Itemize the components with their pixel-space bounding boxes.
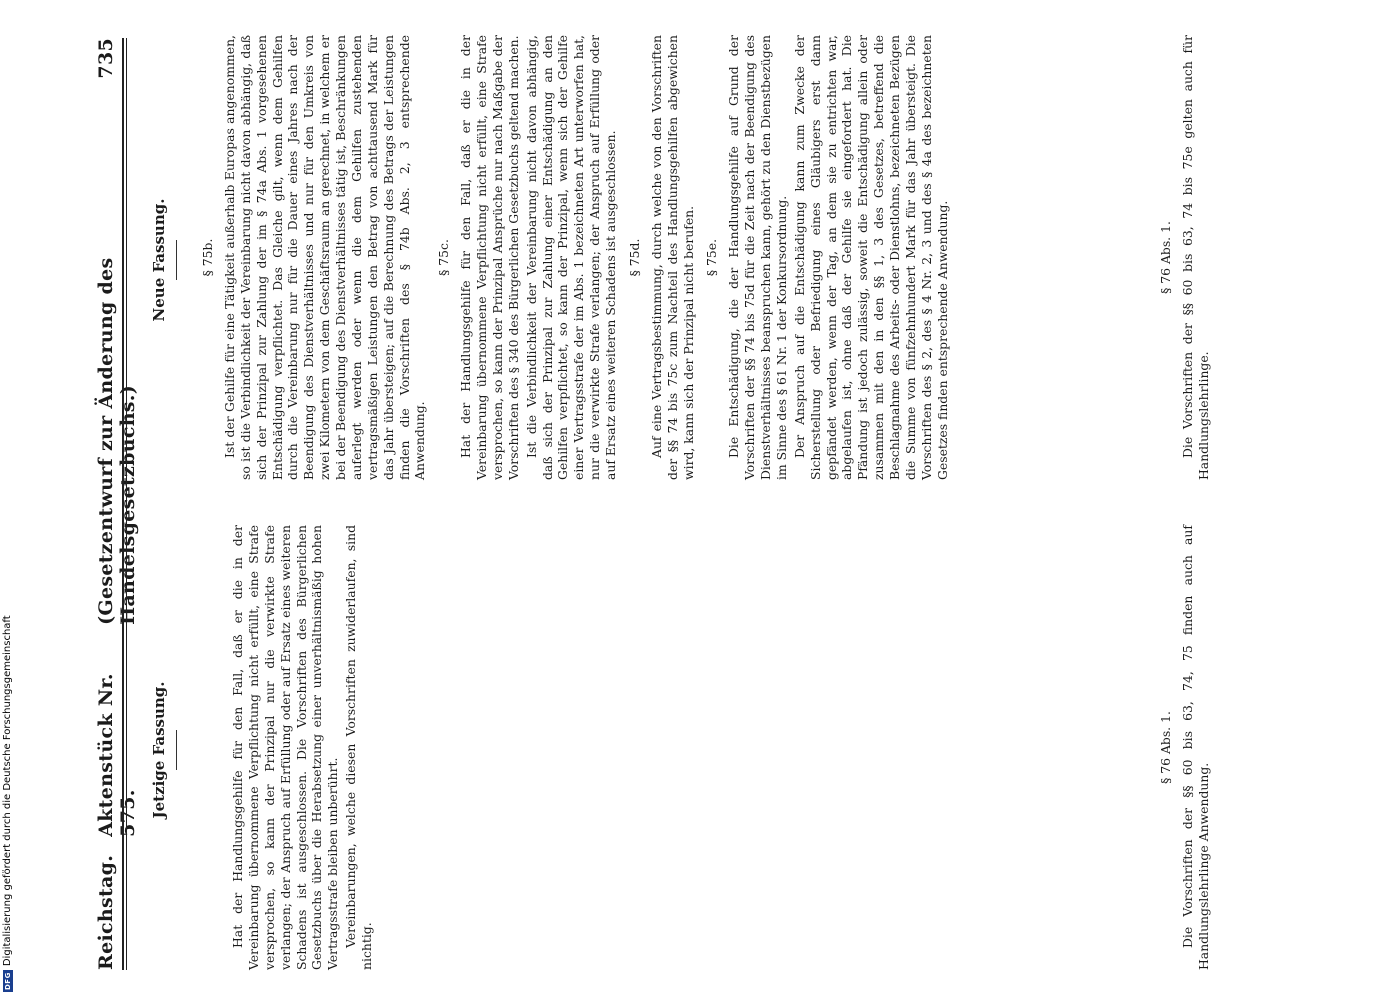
right-column-heading: Neue Fassung. — [150, 198, 168, 322]
right-paragraph: Der Anspruch auf die Entschädigung kann zum Zwecke der Sicherstellung oder Befriedigung eines Gläubigers erst dann gepfändet werden, wenn der Tag, an dem sie zu entrichten war, abgelaufen ist, ohne daß der Gehilfe sie eingefordert hat. Die Pfändung ist jedoch zulässig, soweit die Entschädigung allein oder zusammen mit den in den §§ 1, 3 des Gesetzes, betreffend die Beschlagnahme des Arbeits- oder Dienstlohns, bezeichneten Bezügen die Summe von fünfzehnhundert Mark für das Jahr übersteigt. Die Vorschriften des § 2, des § 4 Nr. 2, 3 und des § 4a des bezeichneten Gesetzes finden entsprechende Anwendung. — [791, 35, 950, 480]
page-header — [95, 38, 139, 970]
left-paragraph: Hat der Handlungsgehilfe für den Fall, daß er die in der Vereinbarung übernommene Verpflichtung nicht erfüllt, eine Strafe versprochen, so kann der Prinzipal nur die verwirkte Strafe verlangen; der Anspruch auf Erfüllung oder auf Ersatz eines weiteren Schadens ist ausgeschlossen. Die Vorschriften des Bürgerlichen Gesetzbuchs über die Herabsetzung einer unverhältnismäßig hohen Vertragsstrafe bleiben unberührt. — [230, 525, 341, 970]
section-title: § 75c. — [436, 239, 452, 276]
right-paragraph: Auf eine Vertragsbestimmung, durch welche von den Vorschriften der §§ 74 bis 75c zum Nachteil des Handlungsgehilfen abgewichen wird, kann sich der Prinzipal nicht berufen. — [648, 35, 696, 480]
section-title: § 76 Abs. 1. — [1158, 711, 1173, 784]
digitization-note — [0, 0, 20, 1000]
section-title: § 76 Abs. 1. — [1158, 221, 1173, 294]
right-paragraph: Ist der Gehilfe für eine Tätigkeit außerhalb Europas angenommen, so ist die Verbindlichkeit der Vereinbarung nicht davon abhängig, daß sich der Prinzipal zur Zahlung der im § 74a Abs. 1 vorgesehenen Entschädigung verpflichtet. Das Gleiche gilt, wenn dem Gehilfen durch die Vereinbarung nur für die Dauer eines Jahres nach der Beendigung des Dienstverhältnisses und nur für den Umkreis von zwei Kilometern von dem Geschäftsraum an gerechnet, in welchem er bei der Beendigung des Dienstverhältnisses tätig ist, Beschränkungen auferlegt werden oder wenn die dem Gehilfen zustehenden vertragsmäßigen Leistungen den Betrag von achttausend Mark für das Jahr übersteigen; auf die Berechnung des Betrags der Leistungen finden die Vorschriften des § 74b Abs. 2, 3 entsprechende Anwendung. — [221, 35, 428, 480]
page-number: 735 — [95, 38, 117, 79]
footer-note-text: Digitalisierung gefördert durch die Deutsche Forschungsgemeinschaft — [2, 615, 13, 967]
left-column-s76 — [1150, 525, 1214, 970]
section-title: § 75d. — [626, 238, 642, 277]
right-paragraph: Ist die Verbindlichkeit der Vereinbarung nicht davon abhängig, daß sich der Prinzipal zur Zahlung einer Entschädigung an den Gehilfen verpflichtet, so kann der Prinzipal, wenn sich der Gehilfe einer Vertragsstrafe der im Abs. 1 bezeichneten Art unterworfen hat, nur die verwirkte Strafe verlangen; der Anspruch auf Erfüllung oder auf Ersatz eines weiteren Schadens ist ausgeschlossen. — [523, 35, 618, 480]
dfg-logo: DFG — [3, 972, 12, 990]
right-column — [192, 35, 953, 480]
left-paragraph: Die Vorschriften der §§ 60 bis 63, 74, 75 finden auch auf Handlungslehrlinge Anwendung. — [1179, 525, 1211, 970]
right-paragraph: Hat der Handlungsgehilfe für den Fall, daß er die in der Vereinbarung übernommene Verpflichtung nicht erfüllt, eine Strafe versprochen, so kann der Prinzipal Ansprüche nur nach Maßgabe der Vorschriften des § 340 des Bürgerlichen Gesetzbuchs geltend machen. — [458, 35, 521, 480]
right-heading-rule — [176, 240, 177, 280]
right-paragraph: Die Entschädigung, die der Handlungsgehilfe auf Grund der Vorschriften der §§ 74 bis 75d für die Zeit nach der Beendigung des Dienstverhältnisses beanspruchen kann, gehört zu den Dienstbezügen im Sinne des § 61 Nr. 1 der Konkursordnung. — [726, 35, 789, 480]
right-column-s76 — [1150, 35, 1214, 480]
header-left: Reichstag. — [95, 854, 117, 970]
section-title: § 75e. — [704, 238, 720, 277]
header-rule — [122, 38, 124, 970]
header-center: Aktenstück Nr. 575. — [95, 673, 139, 837]
header-rule-thin — [126, 38, 127, 970]
right-paragraph: Die Vorschriften der §§ 60 bis 63, 74 bis 75e gelten auch für Handlungslehrlinge. — [1179, 35, 1211, 480]
left-paragraph: Vereinbarungen, welche diesen Vorschriften zuwiderlaufen, sind nichtig. — [343, 525, 374, 970]
section-title: § 75b. — [200, 238, 215, 277]
left-column — [230, 525, 377, 970]
header-title: (Gesetzentwurf zur Änderung des Handelsgesetzbuchs.) — [95, 257, 139, 625]
left-column-heading: Jetzige Fassung. — [150, 681, 168, 819]
left-heading-rule — [176, 730, 177, 770]
